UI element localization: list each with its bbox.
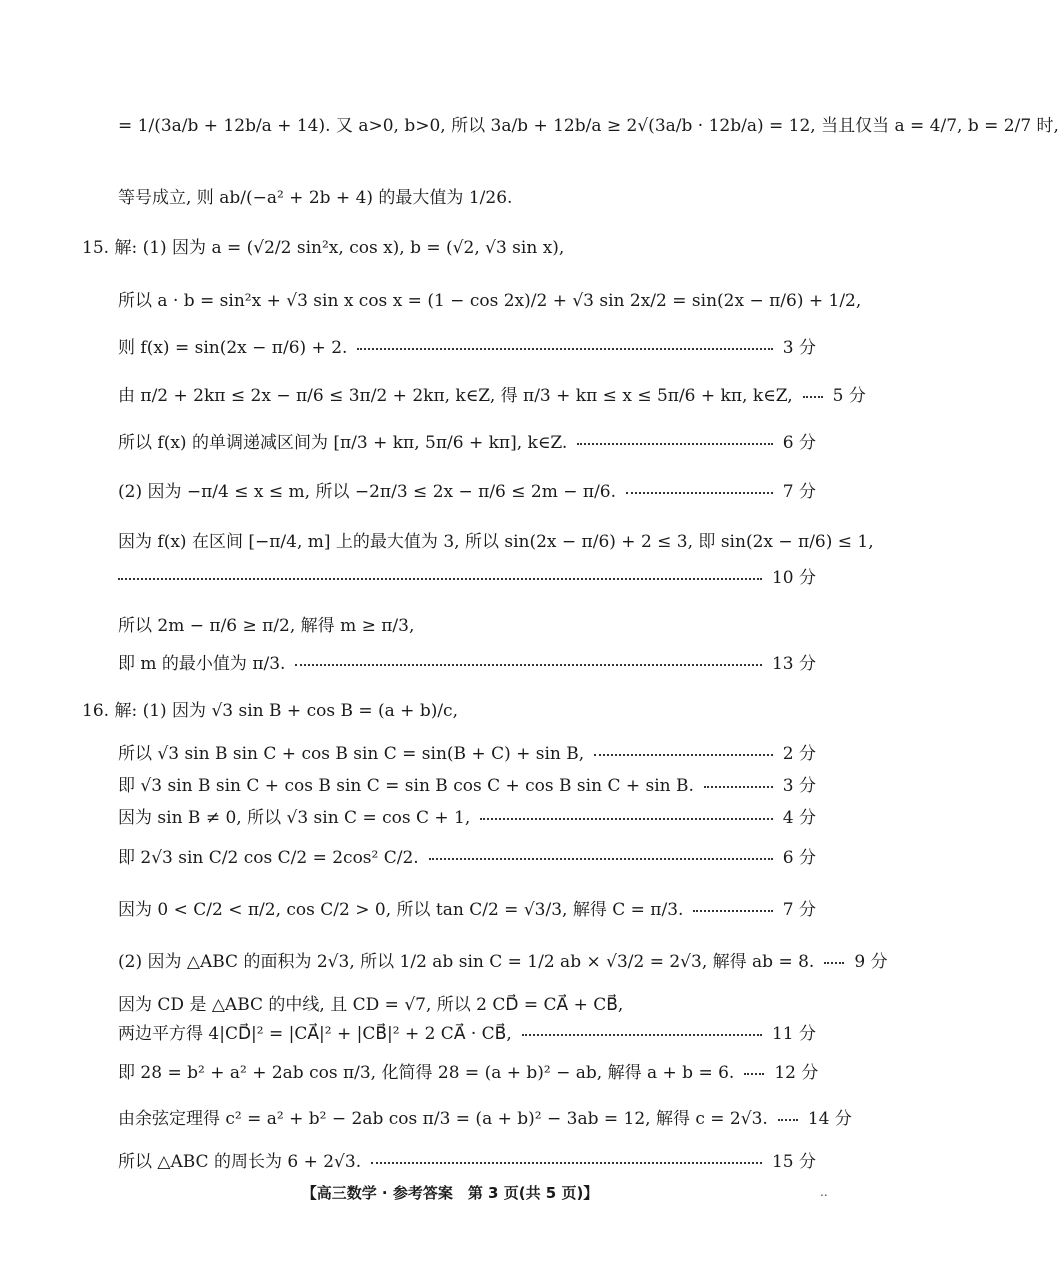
score-label: 3 分 bbox=[782, 775, 816, 796]
score-label: 10 分 bbox=[771, 567, 816, 588]
line-text: 即 28 = b² + a² + 2ab cos π/3, 化简得 28 = (a + b)² − ab, 解得 a + b = 6. bbox=[118, 1062, 735, 1083]
score-label: 12 分 bbox=[774, 1062, 819, 1083]
line-20 bbox=[118, 987, 816, 1017]
line-text: 因为 0 < C/2 < π/2, cos C/2 > 0, 所以 tan C/2 = √3/3, 解得 C = π/3. bbox=[118, 899, 684, 920]
line-22 bbox=[118, 1055, 819, 1085]
leader-dots bbox=[803, 396, 823, 398]
score-label: 5 分 bbox=[832, 385, 866, 406]
line-16 bbox=[118, 800, 816, 830]
line-text: 由 π/2 + 2kπ ≤ 2x − π/6 ≤ 3π/2 + 2kπ, k∈Z, 得 π/3 + kπ ≤ x ≤ 5π/6 + kπ, k∈Z, bbox=[118, 385, 793, 406]
line-11 bbox=[118, 608, 816, 638]
leader-dots bbox=[429, 858, 773, 860]
line-18 bbox=[118, 892, 816, 922]
line-09 bbox=[118, 524, 874, 554]
line-text: 因为 f(x) 在区间 [−π/4, m] 上的最大值为 3, 所以 sin(2x − π/6) + 2 ≤ 3, 即 sin(2x − π/6) ≤ 1, bbox=[118, 531, 874, 552]
leader-dots bbox=[118, 578, 762, 580]
line-text: 所以 △ABC 的周长为 6 + 2√3. bbox=[118, 1151, 362, 1172]
leader-dots bbox=[295, 664, 762, 666]
line-15 bbox=[118, 768, 816, 798]
line-text: 即 2√3 sin C/2 cos C/2 = 2cos² C/2. bbox=[118, 847, 419, 868]
score-label: 3 分 bbox=[782, 337, 816, 358]
score-label: 6 分 bbox=[782, 432, 816, 453]
line-text: (2) 因为 △ABC 的面积为 2√3, 所以 1/2 ab sin C = 1/2 ab × √3/2 = 2√3, 解得 ab = 8. bbox=[118, 951, 815, 972]
score-label: 7 分 bbox=[782, 899, 816, 920]
line-06 bbox=[118, 378, 866, 408]
score-label: 15 分 bbox=[771, 1151, 816, 1172]
line-05 bbox=[118, 330, 816, 360]
line-text: 即 √3 sin B sin C + cos B sin C = sin B cos C + cos B sin C + sin B. bbox=[118, 775, 694, 796]
line-text: 16. 解: (1) 因为 √3 sin B + cos B = (a + b)/c, bbox=[82, 700, 458, 721]
line-text: 等号成立, 则 ab/(−a² + 2b + 4) 的最大值为 1/26. bbox=[118, 187, 513, 208]
page-footer: 【高三数学 · 参考答案 第 3 页(共 5 页)】 bbox=[301, 1184, 599, 1202]
score-label: 2 分 bbox=[782, 743, 816, 764]
footer-mark: .. bbox=[820, 1185, 828, 1199]
line-text: 所以 f(x) 的单调递减区间为 [π/3 + kπ, 5π/6 + kπ], k∈Z. bbox=[118, 432, 568, 453]
line-24 bbox=[118, 1144, 816, 1174]
leader-dots bbox=[371, 1162, 762, 1164]
leader-dots bbox=[357, 348, 772, 350]
question-16-header bbox=[82, 693, 816, 723]
line-21 bbox=[118, 1016, 816, 1046]
leader-dots bbox=[824, 962, 844, 964]
line-text: (2) 因为 −π/4 ≤ x ≤ m, 所以 −2π/3 ≤ 2x − π/6 ≤ 2m − π/6. bbox=[118, 481, 617, 502]
line-text: 由余弦定理得 c² = a² + b² − 2ab cos π/3 = (a + b)² − 3ab = 12, 解得 c = 2√3. bbox=[118, 1108, 768, 1129]
line-12 bbox=[118, 646, 816, 676]
line-10 bbox=[118, 560, 816, 590]
line-text: 两边平方得 4|CD⃗|² = |CA⃗|² + |CB⃗|² + 2 CA⃗ · CB⃗, bbox=[118, 1023, 512, 1044]
score-label: 6 分 bbox=[782, 847, 816, 868]
leader-dots bbox=[522, 1034, 762, 1036]
line-23 bbox=[118, 1101, 852, 1131]
score-label: 7 分 bbox=[782, 481, 816, 502]
line-text: 则 f(x) = sin(2x − π/6) + 2. bbox=[118, 337, 348, 358]
score-label: 14 分 bbox=[807, 1108, 852, 1129]
line-text: 因为 CD 是 △ABC 的中线, 且 CD = √7, 所以 2 CD⃗ = CA⃗ + CB⃗, bbox=[118, 994, 624, 1015]
line-text: 15. 解: (1) 因为 a = (√2/2 sin²x, cos x), b = (√2, √3 sin x), bbox=[82, 237, 565, 258]
leader-dots bbox=[594, 754, 773, 756]
line-07 bbox=[118, 425, 816, 455]
line-02 bbox=[118, 180, 816, 210]
leader-dots bbox=[480, 818, 772, 820]
line-08 bbox=[118, 474, 816, 504]
line-text: 所以 2m − π/6 ≥ π/2, 解得 m ≥ π/3, bbox=[118, 615, 415, 636]
leader-dots bbox=[744, 1073, 764, 1075]
line-14 bbox=[118, 736, 816, 766]
line-04 bbox=[118, 283, 862, 313]
question-15-header bbox=[82, 230, 816, 260]
score-label: 13 分 bbox=[771, 653, 816, 674]
line-17 bbox=[118, 840, 816, 870]
line-01 bbox=[118, 108, 1059, 138]
leader-dots bbox=[704, 786, 773, 788]
leader-dots bbox=[626, 492, 773, 494]
score-label: 4 分 bbox=[782, 807, 816, 828]
line-19 bbox=[118, 944, 888, 974]
score-label: 11 分 bbox=[771, 1023, 816, 1044]
score-label: 9 分 bbox=[854, 951, 888, 972]
leader-dots bbox=[577, 443, 772, 445]
leader-dots bbox=[778, 1119, 798, 1121]
line-text: = 1/(3a/b + 12b/a + 14). 又 a>0, b>0, 所以 3a/b + 12b/a ≥ 2√(3a/b · 12b/a) = 12, 当且仅当 a = 4/7, b = 2/7 时, bbox=[118, 115, 1059, 136]
line-text: 因为 sin B ≠ 0, 所以 √3 sin C = cos C + 1, bbox=[118, 807, 471, 828]
line-text: 即 m 的最小值为 π/3. bbox=[118, 653, 286, 674]
line-text: 所以 a · b = sin²x + √3 sin x cos x = (1 − cos 2x)/2 + √3 sin 2x/2 = sin(2x − π/6) + 1/2, bbox=[118, 290, 862, 311]
line-text: 所以 √3 sin B sin C + cos B sin C = sin(B + C) + sin B, bbox=[118, 743, 585, 764]
leader-dots bbox=[693, 910, 772, 912]
